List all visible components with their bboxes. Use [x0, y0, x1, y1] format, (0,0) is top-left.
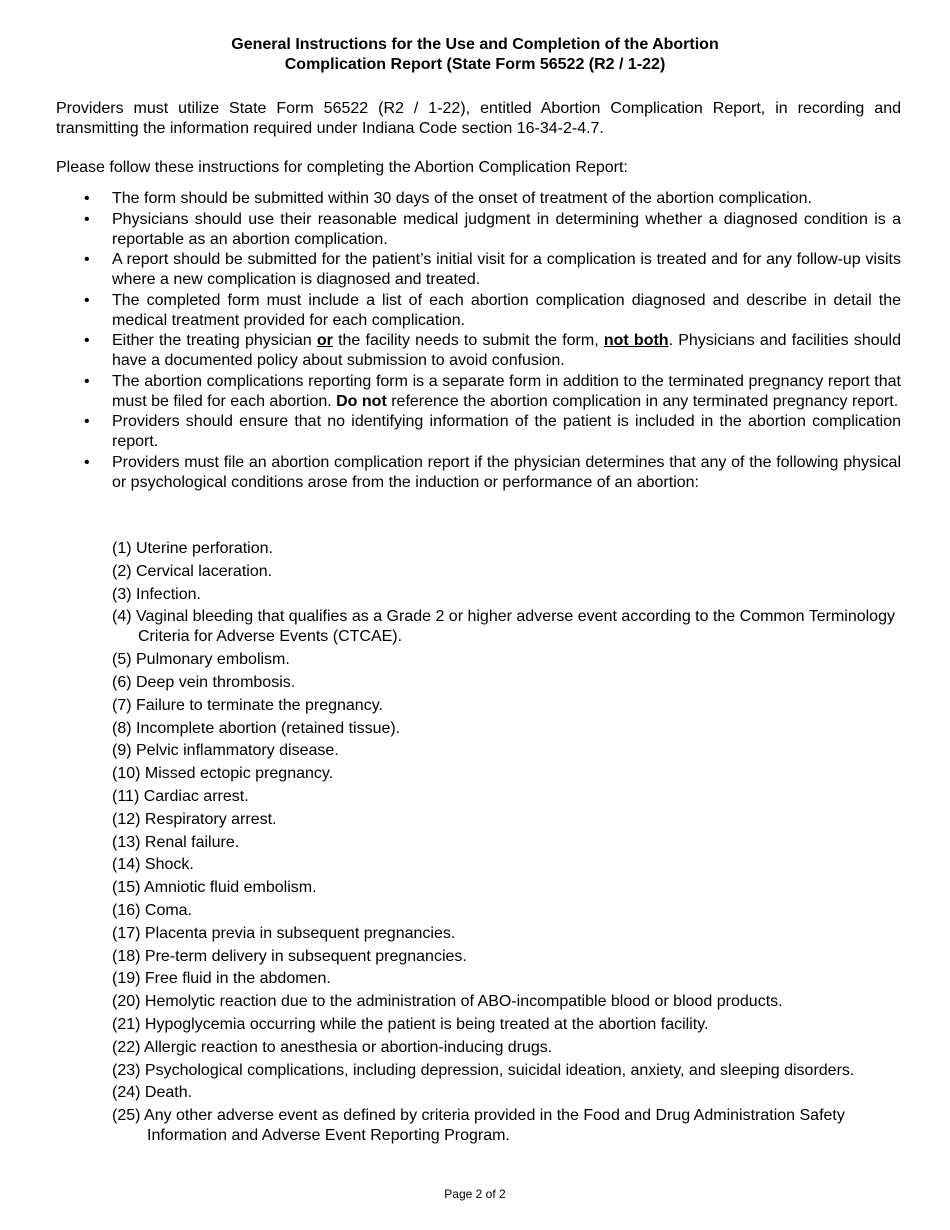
- intro-paragraph: Providers must utilize State Form 56522 (R2 / 1-22), entitled Abortion Complication Report, in recording and transmitting the information required under Indiana Code section 16-34-2-4.7.: [56, 100, 901, 137]
- complication-item: (19) Free fluid in the abdomen.: [112, 970, 331, 988]
- complication-item: (13) Renal failure.: [112, 833, 240, 851]
- complication-item: (8) Incomplete abortion (retained tissue).: [112, 719, 401, 737]
- complication-item: (10) Missed ectopic pregnancy.: [112, 765, 334, 783]
- list-item: [56, 412, 901, 452]
- bullet-text: A report should be submitted for the patient’s initial visit for a complication is treated and for any follow-up visits where a new complication is diagnosed and treated.: [112, 251, 901, 288]
- page-number: Page 2 of 2: [444, 1187, 506, 1201]
- bullet-icon: •: [84, 251, 90, 268]
- bullet-text: . Physicians and facilities should have a documented policy about submission to avoid confusion.: [112, 332, 902, 369]
- bullet-text: reference the abortion complication in any terminated pregnancy report.: [386, 392, 899, 410]
- bullet-icon: •: [84, 210, 90, 228]
- complication-item: (3) Infection.: [112, 585, 201, 603]
- complication-item: (17) Placenta previa in subsequent pregnancies.: [112, 924, 456, 942]
- complication-item: (22) Allergic reaction to anesthesia or abortion-inducing drugs.: [112, 1038, 553, 1056]
- bullet-icon: •: [84, 332, 90, 349]
- bullet-text: The form should be submitted within 30 days of the onset of treatment of the abortion complication.: [112, 190, 812, 207]
- complication-list: [112, 539, 907, 1149]
- bullet-icon: •: [84, 190, 90, 207]
- complication-item: (18) Pre-term delivery in subsequent pregnancies.: [112, 947, 467, 965]
- instructions-lead: Please follow these instructions for completing the Abortion Complication Report:: [56, 159, 628, 176]
- list-item: [56, 189, 901, 209]
- complication-item: (7) Failure to terminate the pregnancy.: [112, 696, 383, 714]
- title-line-2: Complication Report (State Form 56522 (R2 / 1-22): [284, 56, 666, 73]
- complication-item: (2) Cervical laceration.: [112, 562, 273, 580]
- emphasis-or: or: [316, 332, 333, 349]
- bullet-icon: •: [84, 291, 90, 309]
- bullet-icon: •: [84, 453, 90, 471]
- bullet-icon: •: [84, 413, 90, 430]
- complication-item: (1) Uterine perforation.: [112, 540, 273, 557]
- list-item: [56, 291, 901, 331]
- bullet-text: Providers must file an abortion complication report if the physician determines that any of the following physical or psychological conditions arose from the induction or performance of an abortion:: [112, 453, 901, 491]
- bullet-text: The completed form must include a list of each abortion complication diagnosed and describe in detail the medical treatment provided for each complication.: [112, 291, 901, 329]
- complication-item: (15) Amniotic fluid embolism.: [112, 879, 317, 897]
- bullet-text: The abortion complications reporting form is a separate form in addition to the terminated pregnancy report that must be filed for each abortion.: [112, 372, 901, 410]
- complication-item: (20) Hemolytic reaction due to the administration of ABO-incompatible blood or blood products.: [112, 993, 783, 1011]
- emphasis-do-not: Do not: [336, 392, 387, 410]
- bullet-text: Providers should ensure that no identifying information of the patient is included in the abortion complication report.: [112, 413, 901, 450]
- emphasis-not-both: not both: [603, 332, 669, 349]
- list-item: [56, 250, 901, 290]
- complication-item: (5) Pulmonary embolism.: [112, 651, 290, 669]
- complication-item: (16) Coma.: [112, 901, 193, 919]
- bullet-icon: •: [84, 372, 90, 390]
- complication-item: (6) Deep vein thrombosis.: [112, 673, 296, 691]
- bullet-text: Physicians should use their reasonable medical judgment in determining whether a diagnosed condition is a reportable as an abortion complication.: [112, 210, 901, 248]
- complication-item: (23) Psychological complications, including depression, suicidal ideation, anxiety, and sleeping disorders.: [112, 1061, 855, 1079]
- complication-item: (9) Pelvic inflammatory disease.: [112, 742, 339, 760]
- title-line-1: General Instructions for the Use and Completion of the Abortion: [231, 36, 719, 53]
- list-item: [56, 210, 901, 250]
- list-item: [56, 453, 901, 493]
- list-item: [56, 372, 901, 412]
- bullet-text: the facility needs to submit the form,: [332, 332, 604, 349]
- page-title: [0, 35, 950, 75]
- complication-item: (12) Respiratory arrest.: [112, 810, 277, 828]
- bullet-text: Either the treating physician: [112, 332, 317, 349]
- instruction-list: [56, 189, 901, 493]
- list-item: [56, 331, 901, 371]
- complication-item: (14) Shock.: [112, 856, 194, 874]
- complication-item: (11) Cardiac arrest.: [112, 787, 249, 805]
- complication-item: (4) Vaginal bleeding that qualifies as a Grade 2 or higher adverse event according to the Common Terminology Criteria for Adverse Events (CTCAE).: [112, 608, 895, 646]
- complication-item: (21) Hypoglycemia occurring while the patient is being treated at the abortion facility.: [112, 1015, 709, 1033]
- complication-item: (24) Death.: [112, 1084, 193, 1102]
- complication-item: (25) Any other adverse event as defined by criteria provided in the Food and Drug Administration Safety Information and Adverse Event Reporting Program.: [112, 1107, 845, 1145]
